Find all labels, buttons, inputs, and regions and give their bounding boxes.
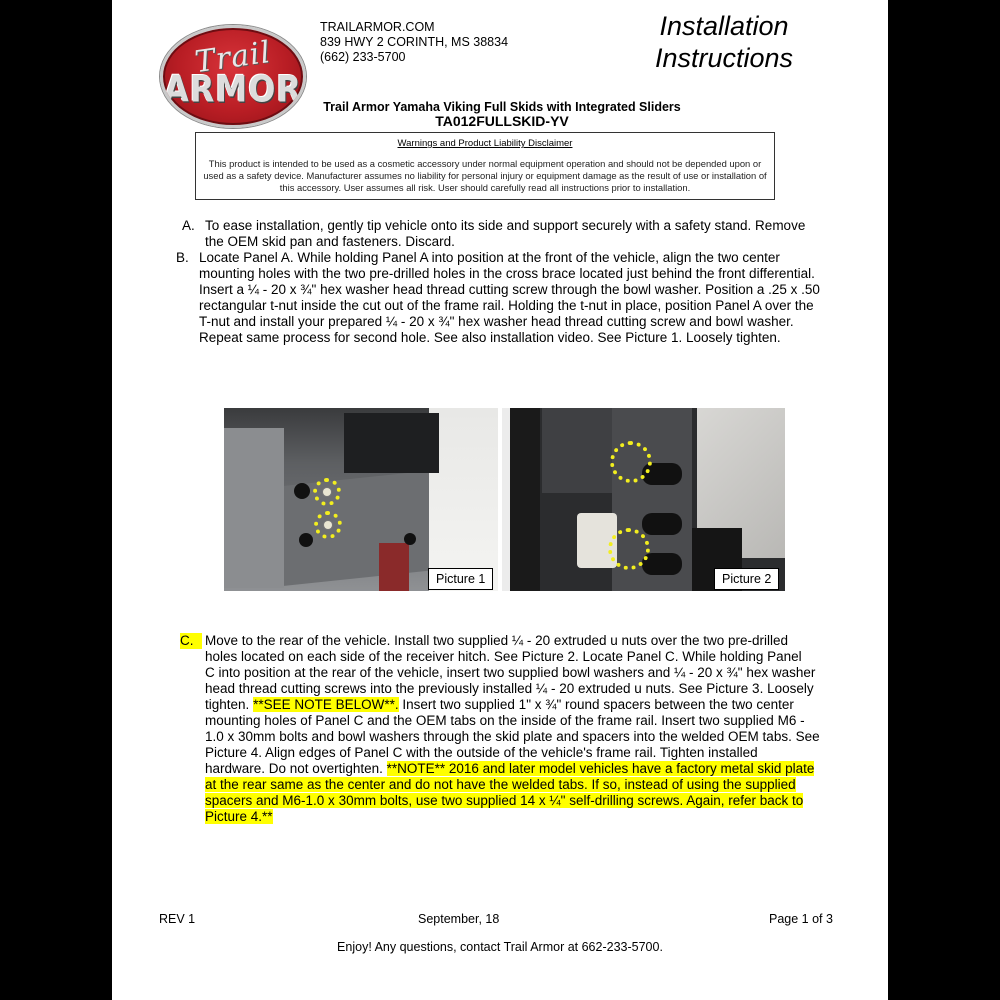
step-line [205, 697, 820, 713]
step-text [199, 250, 820, 346]
step-line: mounting holes with the two pre-drilled holes in the cross brace located just behind the front differential. [199, 266, 815, 281]
step-line: holes located on each side of the receiver hitch. See Picture 2. Locate Panel C. While holding Panel [205, 649, 802, 664]
mount-hole [404, 533, 416, 545]
note-highlight: Picture 4.** [205, 809, 273, 824]
step-line: the OEM skid pan and fasteners. Discard. [205, 234, 455, 249]
picture-2-label: Picture 2 [714, 568, 779, 590]
page-number: Page 1 of 3 [769, 912, 833, 926]
step-line: To ease installation, gently tip vehicle onto its side and support securely with a safety stand. Remove [205, 218, 806, 233]
phone: (662) 233-5700 [320, 50, 406, 64]
step-line-suffix: Insert two supplied 1" x ¾" round spacers between the two center [402, 697, 794, 712]
callout-circle [608, 528, 650, 570]
slot [642, 513, 682, 535]
step-line [205, 761, 820, 777]
step-marker: B. [176, 250, 189, 265]
step-line-prefix: hardware. Do not overtighten. [205, 761, 383, 776]
product-name: Trail Armor Yamaha Viking Full Skids with Integrated Sliders [323, 100, 681, 114]
disclaimer-title: Warnings and Product Liability Disclaimer [397, 138, 573, 149]
callout-circle [610, 441, 652, 483]
footer-note: Enjoy! Any questions, contact Trail Armor at 662-233-5700. [337, 940, 663, 954]
step-line: Locate Panel A. While holding Panel A into position at the front of the vehicle, align the two center [199, 250, 780, 265]
step-line-prefix: tighten. [205, 697, 250, 712]
product-code: TA012FULLSKID-YV [435, 113, 569, 129]
address: 839 HWY 2 CORINTH, MS 38834 [320, 35, 509, 49]
title-line-1: Installation [659, 11, 789, 41]
step-line: T-nut and install your prepared ¼ - 20 x ¾" hex washer head thread cutting screw and bowl washer. [199, 314, 794, 329]
step-line: Insert a ¼ - 20 x ¾" hex washer head thread cutting screw through the bowl washer. Position a .25 x .50 [199, 282, 820, 297]
step-text [205, 218, 805, 250]
product-heading [272, 100, 732, 128]
note-highlight: **NOTE** 2016 and later model vehicles have a factory metal skid plate [386, 761, 815, 776]
picture-1-photo [224, 408, 498, 591]
contact-block [320, 20, 508, 65]
title-line-2: Instructions [654, 43, 794, 73]
document-title [624, 10, 824, 74]
website: TRAILARMOR.COM [320, 20, 435, 34]
step-marker: A. [182, 218, 195, 233]
picture-2-photo [502, 408, 785, 591]
note-highlight: at the rear same as the center and do not have the welded tabs. If so, instead of using the supplied [205, 777, 796, 792]
step-line: C into position at the rear of the vehicle, insert two supplied bowl washers and ¼ - 20 x ¾" hex washer [205, 665, 816, 680]
logo-armor-text: ARMOR [163, 67, 303, 111]
step-line: Move to the rear of the vehicle. Install two supplied ¼ - 20 extruded u nuts over the two pre-drilled [205, 633, 789, 648]
step-marker: C. [180, 633, 202, 649]
mount-hole [299, 533, 313, 547]
see-note-highlight: **SEE NOTE BELOW**. [253, 697, 399, 712]
step-text [205, 633, 820, 825]
callout-circle [313, 478, 341, 506]
step-line: Picture 4. Align edges of Panel C with the outside of the vehicle's frame rail. Tighten installed [205, 745, 758, 760]
revision: REV 1 [159, 912, 196, 926]
picture-1-label: Picture 1 [428, 568, 493, 590]
mount-hole [294, 483, 310, 499]
callout-circle [314, 511, 342, 539]
step-line: 1.0 x 30mm bolts and bowl washers through the skid plate and spacers into the welded OEM tabs. See [205, 729, 820, 744]
document-page [112, 0, 888, 1000]
disclaimer-box [195, 132, 775, 200]
logo-trail-text: Trail [192, 34, 274, 81]
step-line: Repeat same process for second hole. See also installation video. See Picture 1. Loosely tighten. [199, 330, 781, 345]
date: September, 18 [418, 912, 500, 926]
note-highlight: spacers and M6-1.0 x 30mm bolts, use two supplied 14 x ¼" self-drilling screws. Again, refer back to [205, 793, 804, 808]
step-line: head thread cutting screws into the previously installed ¼ - 20 extruded u nuts. See Picture 3. Loosely [205, 681, 814, 696]
step-line: rectangular t-nut inside the cut out of the frame rail. Holding the t-nut in place, position Panel A over the [199, 298, 814, 313]
disclaimer-body: This product is intended to be used as a cosmetic accessory under normal equipment operation and should not be depended upon or used as a safety device. Manufacturer assumes no liability for personal injury or equipment damage as the result of use or installation of this accessory. User assumes all risk. User should carefully read all instructions prior to installation. [203, 158, 767, 193]
step-line: mounting holes of Panel C and the OEM tabs on the inside of the frame rail. Insert two supplied M6 - [205, 713, 805, 728]
